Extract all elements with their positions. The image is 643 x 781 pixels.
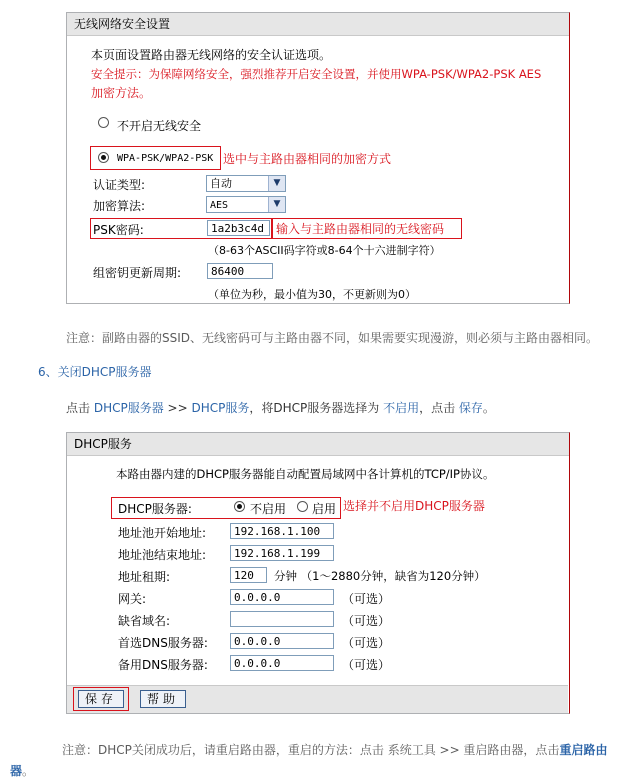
security-tip-line2: 加密方法。	[91, 86, 152, 100]
gateway-label: 网关:	[118, 592, 147, 606]
help-button[interactable]: 帮助	[140, 690, 186, 708]
instr-prefix: 点击	[66, 401, 94, 415]
step6-instructions	[66, 399, 495, 416]
annotation-dhcp: 选择并不启用DHCP服务器	[343, 499, 485, 513]
dhcp-enable-label: 启用	[312, 502, 337, 516]
auth-type-select[interactable]	[206, 175, 286, 192]
dhcp-panel-title: DHCP服务	[67, 433, 569, 456]
link-dhcp-server[interactable]: DHCP服务器	[93, 401, 164, 415]
reboot-note-text: 注意：DHCP关闭成功后，请重启路由器，重启的方法：点击 系统工具 >> 重启路由器，点击	[62, 743, 560, 757]
lease-label: 地址租期:	[118, 570, 171, 584]
option-no-security-label: 不开启无线安全	[117, 119, 202, 133]
option-wpa-label: WPA-PSK/WPA2-PSK	[117, 153, 214, 164]
radio-dhcp-disable[interactable]	[234, 501, 245, 512]
security-tip-line1: 安全提示：为保障网络安全，强烈推荐开启安全设置，并使用WPA-PSK/WPA2-PSK AES	[91, 67, 542, 81]
psk-label: PSK密码:	[93, 223, 144, 237]
auth-type-value: 自动	[210, 177, 232, 190]
psk-password-input[interactable]: 1a2b3c4d	[207, 220, 270, 236]
dns1-label: 首选DNS服务器:	[118, 636, 208, 650]
domain-input[interactable]	[230, 611, 334, 627]
dhcp-server-label: DHCP服务器:	[118, 502, 192, 516]
reboot-note	[62, 741, 607, 758]
step6-heading: 6、关闭DHCP服务器	[38, 365, 152, 379]
dns1-optional: （可选）	[342, 636, 391, 650]
link-save[interactable]: 保存	[458, 401, 483, 415]
psk-hint: （8-63个ASCII码字符或8-64个十六进制字符）	[208, 244, 441, 257]
dns2-input[interactable]: 0.0.0.0	[230, 655, 334, 671]
lease-input[interactable]: 120	[230, 567, 267, 583]
annotation-encryption-method: 选中与主路由器相同的加密方式	[223, 152, 392, 166]
pool-end-input[interactable]: 192.168.1.199	[230, 545, 334, 561]
instr-middle2: ，点击	[419, 401, 459, 415]
gateway-input[interactable]: 0.0.0.0	[230, 589, 334, 605]
link-reboot[interactable]: 重启路由	[559, 743, 608, 757]
pool-start-label: 地址池开始地址:	[118, 526, 207, 540]
wireless-panel-title: 无线网络安全设置	[67, 13, 569, 36]
instr-end: 。	[482, 401, 495, 415]
auth-type-label: 认证类型:	[93, 178, 146, 192]
dns2-label: 备用DNS服务器:	[118, 658, 208, 672]
radio-dhcp-enable[interactable]	[297, 501, 308, 512]
gateway-optional: （可选）	[342, 592, 391, 606]
group-key-label: 组密钥更新周期:	[93, 266, 182, 280]
chevron-down-icon: ▼	[268, 176, 285, 191]
instr-middle: ，将DHCP服务器选择为	[249, 401, 384, 415]
group-key-hint: （单位为秒，最小值为30，不更新则为0）	[208, 288, 416, 301]
domain-optional: （可选）	[342, 614, 391, 628]
algorithm-value: AES	[210, 200, 229, 211]
pool-start-input[interactable]: 192.168.1.100	[230, 523, 334, 539]
pool-end-label: 地址池结束地址:	[118, 548, 207, 562]
dns2-optional: （可选）	[342, 658, 391, 672]
algorithm-select[interactable]	[206, 196, 286, 213]
group-key-input[interactable]: 86400	[207, 263, 273, 279]
algorithm-label: 加密算法:	[93, 199, 146, 213]
link-disable[interactable]: 不启用	[383, 401, 420, 415]
reboot-note-line2	[10, 762, 34, 779]
ssid-note: 注意：副路由器的SSID、无线密码可与主路由器不同，如果需要实现漫游，则必须与主路由器相同。	[66, 331, 599, 345]
domain-label: 缺省域名:	[118, 614, 171, 628]
annotation-psk: 输入与主路由器相同的无线密码	[276, 222, 445, 236]
link-dhcp-service[interactable]: DHCP服务	[191, 401, 250, 415]
link-reboot-cont[interactable]: 器	[10, 764, 23, 778]
wireless-intro: 本页面设置路由器无线网络的安全认证选项。	[91, 48, 332, 62]
dhcp-disable-label: 不启用	[250, 502, 287, 516]
dhcp-intro: 本路由器内建的DHCP服务器能自动配置局域网中各计算机的TCP/IP协议。	[116, 467, 495, 481]
instr-sep: >>	[163, 401, 192, 415]
dns1-input[interactable]: 0.0.0.0	[230, 633, 334, 649]
reboot-note-end: 。	[22, 764, 35, 778]
chevron-down-icon: ▼	[268, 197, 285, 212]
lease-unit: 分钟 （1～2880分钟，缺省为120分钟）	[274, 569, 486, 583]
save-button[interactable]: 保存	[78, 690, 124, 708]
radio-wpa-psk[interactable]	[98, 152, 109, 163]
radio-no-security[interactable]	[98, 117, 109, 128]
